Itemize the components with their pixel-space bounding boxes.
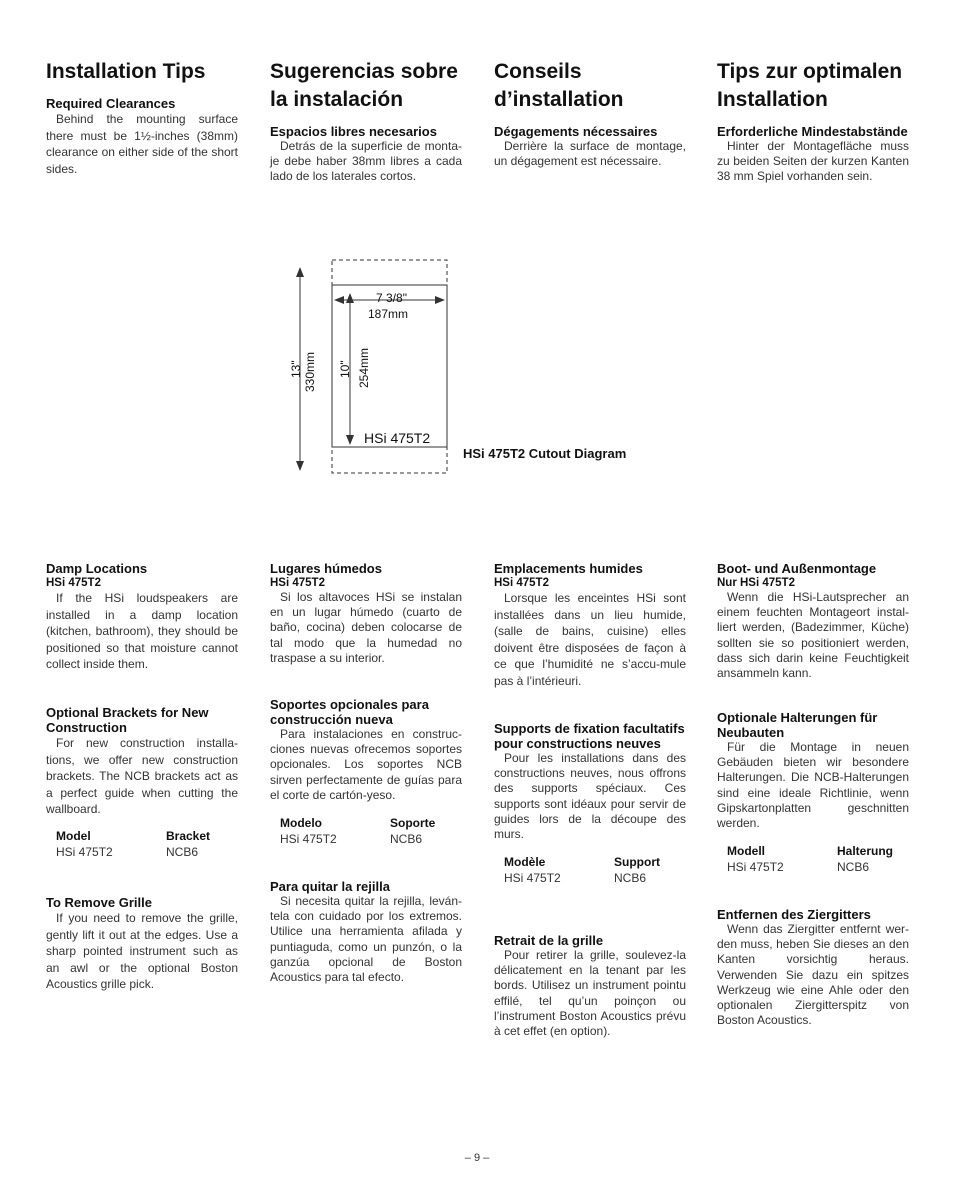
height-arrow-top bbox=[296, 267, 304, 277]
section-body: Für die Montage in neuen Gebäuden bieten wir besondere Halterungen. Die NCB-Halterungen sind eine ideale Richtlinie, wenn Gipskartonplatten geschnitten werden. bbox=[717, 740, 909, 831]
damp-section-fr bbox=[494, 561, 686, 690]
model-label: HSi 475T2 bbox=[364, 430, 431, 446]
section-heading: Para quitar la rejilla bbox=[270, 879, 390, 894]
section-heading: Emplacements humides bbox=[494, 561, 643, 576]
model-table bbox=[504, 854, 686, 886]
table-header-model: Modèle bbox=[504, 855, 546, 870]
clearances-section-fr bbox=[494, 124, 686, 169]
table-header-model: Model bbox=[56, 828, 91, 843]
section-heading: Supports de fixation facultatifs pour constructions neuves bbox=[494, 721, 685, 751]
brackets-section-en bbox=[46, 705, 238, 860]
section-heading: Lugares húmedos bbox=[270, 561, 382, 576]
table-cell-bracket: NCB6 bbox=[166, 844, 199, 859]
model-table bbox=[56, 828, 238, 860]
section-subheading: Nur HSi 475T2 bbox=[717, 577, 795, 589]
section-body: Si necesita quitar la rejilla, leván-tela con cuidado por los extremos. Utilice una herramienta afilada y puntiaguda, como un punzón, o la ganzúa opcional de Boston Acoustics para tal efecto. bbox=[270, 894, 462, 985]
section-body: Pour les installations dans des constructions neuves, nous offrons des supports spéciaux. Ces supports sont idéaux pour servir de guides lors de la découpe des murs. bbox=[494, 751, 686, 842]
width-inches-label: 7 3/8" bbox=[376, 291, 407, 305]
section-heading: Optionale Halterungen für Neubauten bbox=[717, 710, 878, 740]
width-arrow-right bbox=[435, 296, 445, 304]
section-subheading: HSi 475T2 bbox=[270, 577, 325, 589]
section-heading: Boot- und Außenmontage bbox=[717, 561, 877, 576]
inner-arrow-top bbox=[346, 293, 354, 303]
section-body: Pour retirer la grille, soulevez-la délicatement en la tenant par les bords. Utilisez un instrument pointu effilé, tel qu’un poinçon ou l’instrument Boston Acoustics prévu à cet effet (en option). bbox=[494, 948, 686, 1039]
table-cell-model: HSi 475T2 bbox=[727, 860, 784, 875]
section-body: Derrière la surface de montage, un dégagement est nécessaire. bbox=[494, 139, 686, 169]
damp-section-de bbox=[717, 561, 909, 681]
damp-section-en bbox=[46, 561, 238, 673]
brackets-section-es bbox=[270, 697, 462, 847]
table-header-model: Modelo bbox=[280, 816, 322, 831]
inner-arrow-bottom bbox=[346, 435, 354, 445]
section-heading: Retrait de la grille bbox=[494, 933, 604, 948]
grille-section-fr bbox=[494, 933, 686, 1039]
title-french: Conseils d’installation bbox=[494, 60, 624, 111]
table-header-bracket: Halterung bbox=[837, 844, 894, 859]
section-body: Lorsque les enceintes HSi sont installées dans un lieu humide, (salle de bains, cuisine) elles doivent être disposées de façon à ce que l’humidité ne s’accu-mule pas à l’intérieuri. bbox=[494, 591, 686, 688]
section-heading: Optional Brackets for New Construction bbox=[46, 705, 209, 735]
section-heading: Dégagements nécessaires bbox=[494, 124, 658, 139]
section-body: Detrás de la superficie de monta-je debe haber 38mm libres a cada lado de los laterales cortos. bbox=[270, 139, 462, 184]
table-header-bracket: Soporte bbox=[390, 816, 436, 831]
section-heading: Required Clearances bbox=[46, 96, 176, 111]
grille-section-de bbox=[717, 907, 909, 1028]
title-german: Tips zur optimalen Installation bbox=[717, 60, 903, 111]
section-heading: Soportes opcionales para construcción nueva bbox=[270, 697, 429, 727]
inner-inches-label: 10" bbox=[338, 360, 352, 378]
section-body: For new construction installa-tions, we offer new construction brackets. The NCB brackets act as a perfect guide when cutting the wallboard. bbox=[46, 736, 238, 817]
table-cell-model: HSi 475T2 bbox=[504, 871, 561, 886]
width-mm-label: 187mm bbox=[368, 307, 409, 321]
section-body: If you need to remove the grille, gently lift it out at the edges. Use a sharp pointed instrument such as an awl or the optional Boston Acoustics grille pick. bbox=[46, 911, 238, 992]
model-table bbox=[727, 843, 909, 875]
section-body: Si los altavoces HSi se instalan en un lugar húmedo (cuarto de baño, cocina) deben colocarse de tal modo que la humedad no traspase a su interior. bbox=[270, 590, 462, 665]
section-subheading: HSi 475T2 bbox=[494, 577, 549, 589]
table-cell-model: HSi 475T2 bbox=[280, 832, 337, 847]
table-header-model: Modell bbox=[727, 844, 765, 859]
section-heading: Damp Locations bbox=[46, 561, 148, 576]
title-spanish: Sugerencias sobre la instalación bbox=[270, 60, 458, 111]
clearances-section-en bbox=[46, 96, 238, 177]
section-heading: Entfernen des Ziergitters bbox=[717, 907, 871, 922]
title-english: Installation Tips bbox=[46, 60, 206, 83]
damp-section-es bbox=[270, 561, 462, 666]
section-body: Hinter der Montagefläche muss zu beiden Seiten der kurzen Kanten 38 mm Spiel vorhanden sein. bbox=[717, 139, 909, 184]
section-body: Behind the mounting surface there must be 1½-inches (38mm) clearance on either side of the short sides. bbox=[46, 112, 238, 176]
inner-mm-label: 254mm bbox=[357, 347, 371, 388]
width-arrow-left bbox=[334, 296, 344, 304]
cutout-diagram bbox=[280, 255, 460, 485]
grille-section-es bbox=[270, 879, 462, 985]
table-cell-bracket: NCB6 bbox=[390, 832, 423, 847]
table-cell-bracket: NCB6 bbox=[614, 871, 647, 886]
section-subheading: HSi 475T2 bbox=[46, 577, 101, 589]
section-body: Wenn die HSi-Lautsprecher an einem feuchten Montageort instal-liert werden, (Badezimmer, Küche) sollten sie so positioniert werden, dass sich darin keine Feuchtigkeit ansammeln kann. bbox=[717, 590, 909, 681]
brackets-section-fr bbox=[494, 721, 686, 886]
model-table bbox=[280, 815, 462, 847]
table-header-bracket: Support bbox=[614, 855, 660, 870]
clearances-section-de bbox=[717, 124, 909, 185]
clearances-section-es bbox=[270, 124, 462, 185]
height-inches-label: 13" bbox=[289, 360, 303, 378]
table-header-bracket: Bracket bbox=[166, 828, 211, 843]
section-heading: Espacios libres necesarios bbox=[270, 124, 437, 139]
diagram-caption: HSi 475T2 Cutout Diagram bbox=[463, 446, 627, 461]
section-body: Para instalaciones en construc-ciones nuevas ofrecemos soportes opcionales. Los soportes NCB sirven perfectamente de guías para el corte de cartón-yeso. bbox=[270, 727, 462, 802]
section-body: If the HSi loudspeakers are installed in a damp location (kitchen, bathroom), they should be positioned so that moisture cannot collect inside them. bbox=[46, 591, 238, 672]
section-heading: To Remove Grille bbox=[46, 895, 152, 910]
table-cell-model: HSi 475T2 bbox=[56, 844, 113, 859]
page-number: – 9 – bbox=[464, 1152, 490, 1164]
height-mm-label: 330mm bbox=[303, 351, 317, 392]
grille-section-en bbox=[46, 895, 238, 993]
section-heading: Erforderliche Mindestabstände bbox=[717, 124, 908, 139]
brackets-section-de bbox=[717, 710, 909, 875]
section-body: Wenn das Ziergitter entfernt wer-den muss, heben Sie dieses an den Kanten vorsichtig heraus. Verwenden Sie dazu ein spitzes Werkzeug wie eine Ahle oder den optionalen Ziergitterspitz von Boston Acoustics. bbox=[717, 922, 909, 1028]
height-arrow-bottom bbox=[296, 461, 304, 471]
table-cell-bracket: NCB6 bbox=[837, 860, 870, 875]
